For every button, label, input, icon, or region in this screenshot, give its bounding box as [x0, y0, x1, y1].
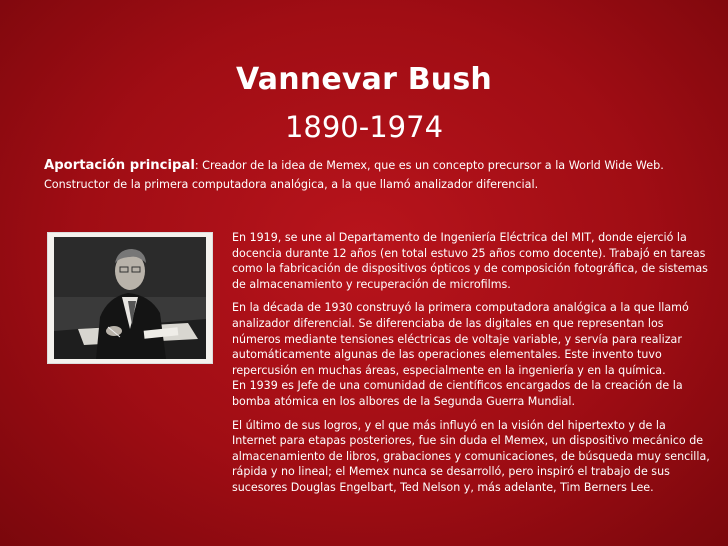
paragraph-analog-computer: En la década de 1930 construyó la primera computadora analógica a la que llamó analizador diferencial. Se diferenciaba de las digitales en que representan los números mediante tensiones eléctricas de voltaje variable, y servía para realizar automáticamente algunas de las operaciones elementales. Este invento tuvo repercusión en muchas áreas, especialmente en la ingeniería y en la química.: [232, 301, 689, 377]
slide-years: 1890-1974: [284, 110, 444, 144]
paragraph-mit: En 1919, se une al Departamento de Ingeniería Eléctrica del MIT, donde ejerció la docencia durante 12 años (en total estuvo 25 años como docente). Trabajó en tareas como la fabricación de dispositivos ópticos y de composición fotográfica, de sistemas de almacenamiento y recuperación de microfilms.: [232, 231, 708, 291]
biography-text: [232, 230, 710, 496]
aportacion-principal: [44, 156, 704, 194]
aportacion-text: : Creador de la idea de Memex, que es un concepto precursor a la World Wide Web. Constructor de la primera computadora analógica, a la que llamó analizador diferencial.: [44, 159, 664, 191]
paragraph-atomic-bomb: En 1939 es Jefe de una comunidad de científicos encargados de la creación de la bomba atómica en los albores de la Segunda Guerra Mundial.: [232, 379, 683, 408]
portrait-photo: [47, 232, 213, 364]
paragraph-memex: El último de sus logros, y el que más influyó en la visión del hipertexto y de la Internet para etapas posteriores, fue sin duda el Memex, un dispositivo mecánico de almacenamiento de libros, grabaciones y comunicaciones, de búsqueda muy sencilla, rápida y no lineal; el Memex nunca se desarrolló, pero inspiró el trabajo de sus sucesores Douglas Engelbart, Ted Nelson y, más adelante, Tim Berners Lee.: [232, 418, 710, 494]
aportacion-label: Aportación principal: [44, 158, 195, 173]
slide-title: Vannevar Bush: [236, 62, 492, 97]
